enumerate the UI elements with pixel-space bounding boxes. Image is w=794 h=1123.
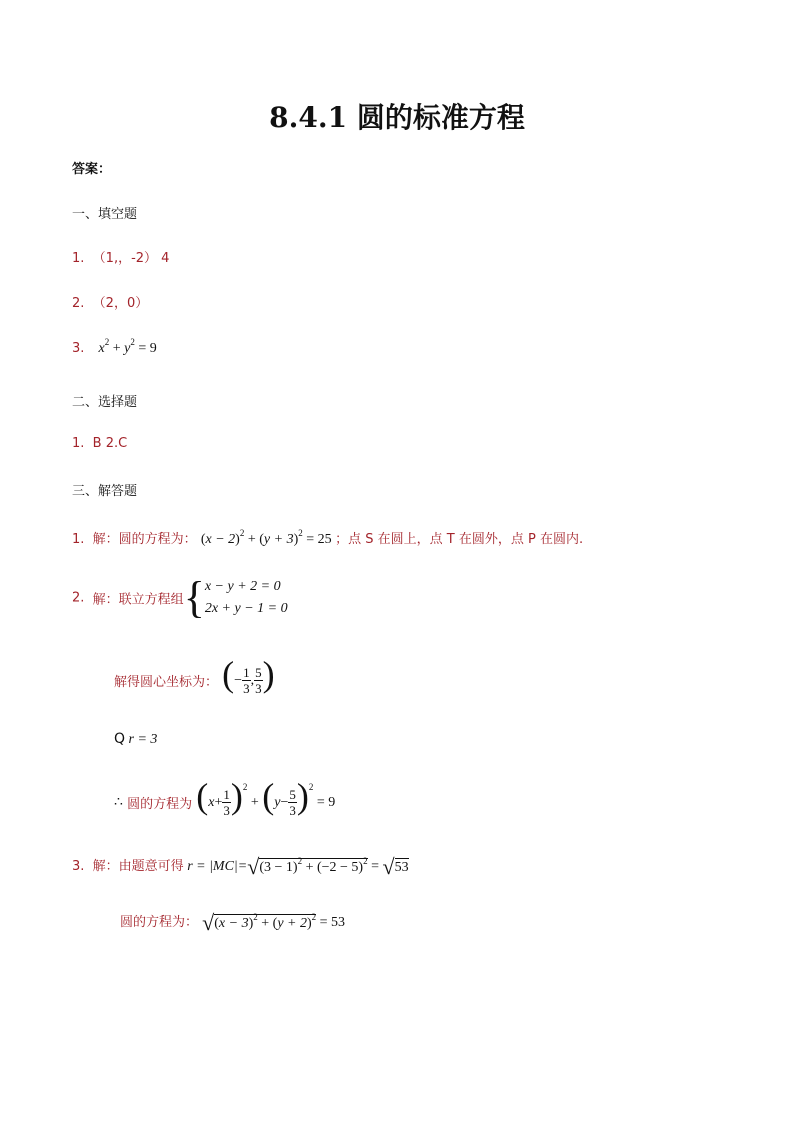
item-number: 1. <box>72 436 85 451</box>
item-number: 2. <box>72 296 85 311</box>
equation-line: ∴ 圆的方程为 (x+ $\frac{1}{3}$ )$^2$ + (y− $\frac{5}{3}$ )$^2$ = 9 <box>114 776 336 819</box>
center-line <box>114 656 275 695</box>
item-number: 3. <box>72 341 85 356</box>
fill-item-1 <box>72 247 169 266</box>
item-number: 3. <box>72 859 85 875</box>
item-number: 1. <box>72 532 85 547</box>
equation-lead: 圆的方程为 <box>127 797 193 812</box>
point-positions: ；点 S 在圆上，点 T 在圆外，点 P 在圆内. <box>335 532 584 547</box>
item-answer: （2，0） <box>92 296 149 311</box>
solve-lead: 解：由题意可得 <box>92 859 184 875</box>
fill-item-3 <box>72 337 157 357</box>
section-heading-choice: 二、选择题 <box>72 395 138 410</box>
circle-equation: $(x - 2)^2 + (y + 3)^2 = 25$ <box>200 528 332 547</box>
circle-equation: $x^2 + y^2 = 9$ <box>98 337 157 356</box>
answer-label: 答案： <box>72 162 112 177</box>
final-equation-line <box>120 910 345 936</box>
item-answer: （1,，-2） 4 <box>92 251 170 266</box>
section-heading-solve: 三、解答题 <box>72 484 138 499</box>
equation-lead: 圆的方程为： <box>120 915 199 931</box>
page-title: 8.4.1 圆的标准方程 <box>269 101 525 134</box>
solve-item-3 <box>72 854 409 880</box>
item-number: 1. <box>72 251 85 266</box>
solve-lead: 解：联立方程组 <box>92 592 184 608</box>
fill-item-2 <box>72 292 148 311</box>
radius-expression: $r = |MC|=√(3 - 1)^2 + (-2 - 5)^2 = √53$ <box>187 854 409 879</box>
section-heading-fill: 一、填空题 <box>72 207 138 222</box>
circle-equation: (x+ $\frac{1}{3}$ )$^2$ + (y− $\frac{5}{3}$ )$^2$ = 9 <box>196 776 336 819</box>
solve-item-2: 2. 解：联立方程组{ x − y + 2 = 0 2x + y − 1 = 0 <box>72 573 288 622</box>
radius-line: Q r = 3 <box>114 731 158 747</box>
circle-equation: $√(x - 3)^2 + (y + 2)^2 = 53$ <box>202 910 346 935</box>
choice-item-1 <box>72 436 127 451</box>
solve-lead: 解：圆的方程为： <box>92 532 197 547</box>
item-answer: B 2.C <box>92 436 128 451</box>
item-number: 2. <box>72 590 85 606</box>
solve-item-1 <box>72 528 583 548</box>
center-coordinates: (− $\frac{1}{3}$ , $\frac{5}{3}$ ) <box>222 654 275 697</box>
equation-system: x − y + 2 = 0 2x + y − 1 = 0 <box>204 579 288 616</box>
center-lead: 解得圆心坐标为： <box>114 675 219 690</box>
